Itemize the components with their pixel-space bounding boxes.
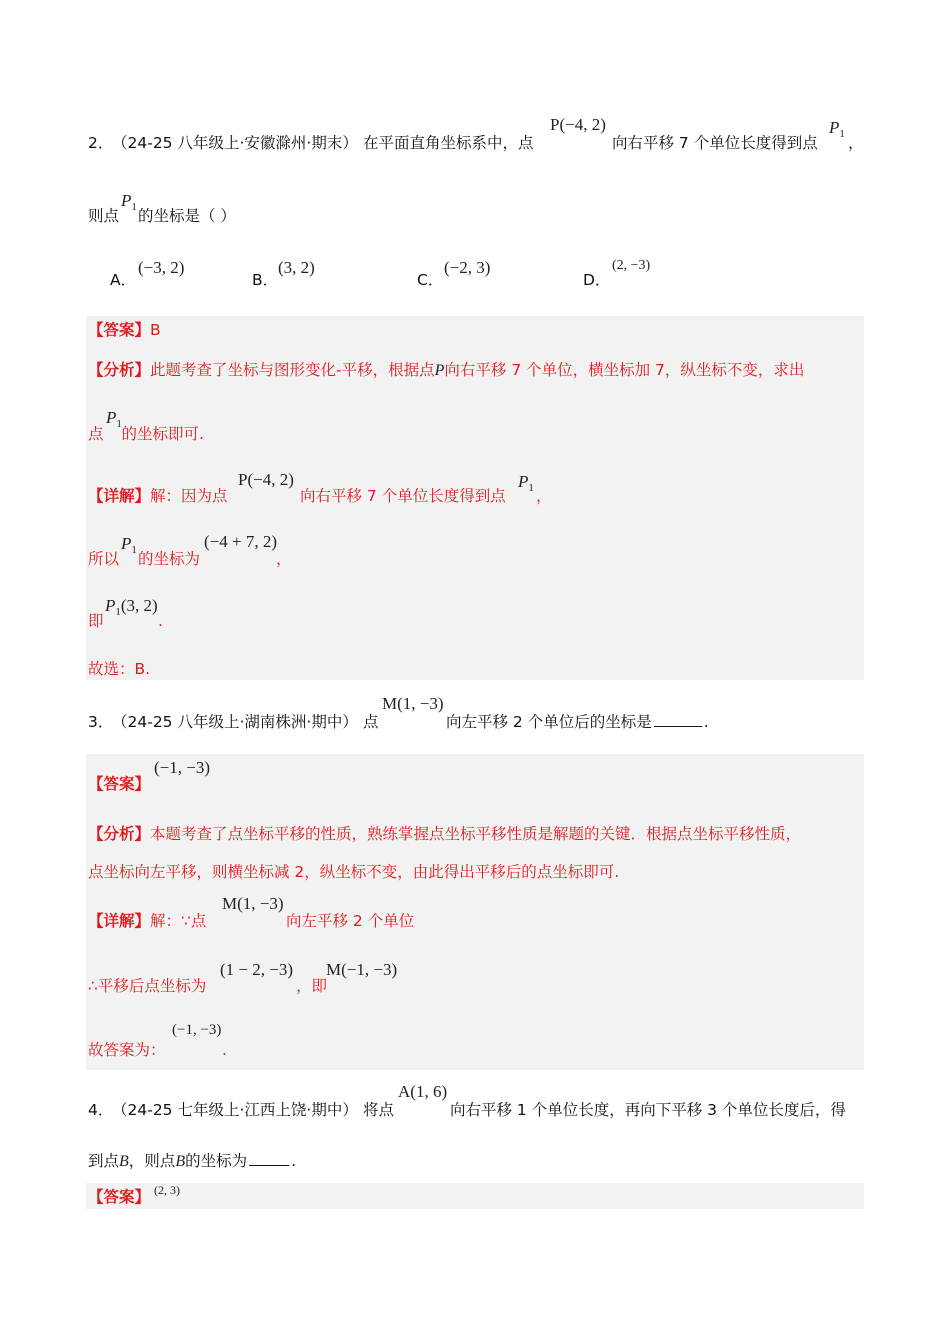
- q4-text-2: 向右平移 1 个单位长度，再向下平移 3 个单位长度后，得: [450, 1101, 846, 1119]
- q2-detail-line1: 【详解】解：因为点: [88, 487, 228, 505]
- q2-detail-comma2: ，: [276, 550, 292, 568]
- q3-analysis-line1: 【分析】本题考查了点坐标平移的性质，熟练掌握点坐标平移性质是解题的关键．根据点坐标平移性质，: [88, 825, 802, 843]
- q3-detail-line1: 【详解】解：∵点: [88, 912, 207, 930]
- q4-number: 4．: [88, 1101, 114, 1119]
- q4-line2: 到点B，则点B的坐标为 .: [88, 1152, 297, 1170]
- q2-option-c-label: C．: [417, 271, 444, 289]
- q3-detail-result: M(−1, −3): [326, 960, 398, 979]
- q2-comma: ，: [848, 134, 864, 152]
- q4-answer-blank: [249, 1151, 289, 1166]
- q4-answer-tag: 【答案】: [88, 1188, 151, 1206]
- q4-text-1: 将点: [363, 1101, 395, 1119]
- q3-detail-point: M(1, −3): [222, 894, 284, 913]
- q3-detail-line3a: 故答案为：: [88, 1041, 166, 1059]
- q2-detail-p1: $P_1$: [518, 472, 534, 494]
- q2-analysis-line1: 【分析】此题考查了坐标与图形变化-平移，根据点P向右平移 7 个单位，横坐标加 7，纵坐标不变，求出: [88, 361, 805, 379]
- q3-number: 3．: [88, 713, 114, 731]
- q2-option-c-value: (−2, 3): [444, 258, 491, 277]
- q3-detail-line2b: ，即: [296, 977, 328, 995]
- q3-answer-value: (−1, −3): [154, 758, 210, 777]
- q2-number: 2．: [88, 134, 114, 152]
- q3-source: （24-25 八年级上·湖南株洲·期中）: [112, 713, 358, 731]
- q2-option-b-value: (3, 2): [278, 258, 315, 277]
- q2-detail-line4: 故选：B.: [88, 660, 151, 678]
- q2-detail-comma: ，: [536, 487, 552, 505]
- q2-detail-line3a: 即: [88, 612, 104, 630]
- q2-point-p: P(−4, 2): [550, 115, 606, 134]
- q3-detail-dot: .: [222, 1041, 227, 1059]
- q2-text-2: 向右平移 7 个单位长度得到点: [612, 134, 818, 152]
- q2-line2-b: 的坐标是（ ）: [138, 207, 236, 225]
- q4-solution-box: [86, 1183, 864, 1209]
- q3-analysis-line2: 点坐标向左平移，则横坐标减 2，纵坐标不变，由此得出平移后的点坐标即可.: [88, 863, 620, 881]
- q4-answer-value: (2, 3): [154, 1183, 180, 1197]
- q3-text-2: 向左平移 2 个单位后的坐标是 .: [446, 713, 709, 731]
- q3-detail-answer: (−1, −3): [172, 1022, 222, 1038]
- q2-source: （24-25 八年级上·安徽滁州·期末）: [112, 134, 358, 152]
- q2-line2-a: 则点: [88, 207, 120, 225]
- q2-detail-line1b: 向右平移 7 个单位长度得到点: [300, 487, 506, 505]
- q2-detail-point: P(−4, 2): [238, 470, 294, 489]
- q2-detail-line2-p1: $P_1$: [121, 534, 137, 556]
- q2-detail-expr: (−4 + 7, 2): [204, 532, 277, 551]
- q3-solution-box: [86, 754, 864, 1070]
- q2-detail-line2a: 所以: [88, 550, 120, 568]
- q2-answer: 【答案】B: [88, 321, 161, 339]
- q2-detail-line2b: 的坐标为: [138, 550, 201, 568]
- q2-detail-dot: .: [158, 612, 163, 630]
- q3-answer-tag: 【答案】: [88, 775, 151, 793]
- q2-option-b-label: B．: [252, 271, 279, 289]
- q2-text-1: 在平面直角坐标系中，点: [363, 134, 534, 152]
- q3-point-m: M(1, −3): [382, 694, 444, 713]
- q2-detail-result: $P_1(3$, 2): [105, 596, 158, 618]
- q2-option-d-label: D．: [583, 271, 611, 289]
- q2-option-d-value: (2, −3): [612, 258, 651, 273]
- q3-detail-line2a: ∴平移后点坐标为: [88, 977, 207, 995]
- q3-detail-expr: (1 − 2, −3): [220, 960, 293, 979]
- q2-analysis-p1: $P_1$: [106, 408, 122, 430]
- q3-text-1: 点: [363, 713, 379, 731]
- q3-detail-line1b: 向左平移 2 个单位: [286, 912, 415, 930]
- q2-point-p1: $P_1$: [829, 118, 845, 140]
- q3-answer-blank: [654, 712, 702, 727]
- q2-option-a-label: A．: [110, 271, 137, 289]
- q2-analysis-line2: 点 的坐标即可.: [88, 425, 204, 443]
- q4-source: （24-25 七年级上·江西上饶·期中）: [112, 1101, 358, 1119]
- q2-line2-p1: $P_1$: [121, 191, 137, 213]
- q4-point-a: A(1, 6): [398, 1082, 448, 1101]
- q2-option-a-value: (−3, 2): [138, 258, 185, 277]
- q2-solution-box: [86, 316, 864, 680]
